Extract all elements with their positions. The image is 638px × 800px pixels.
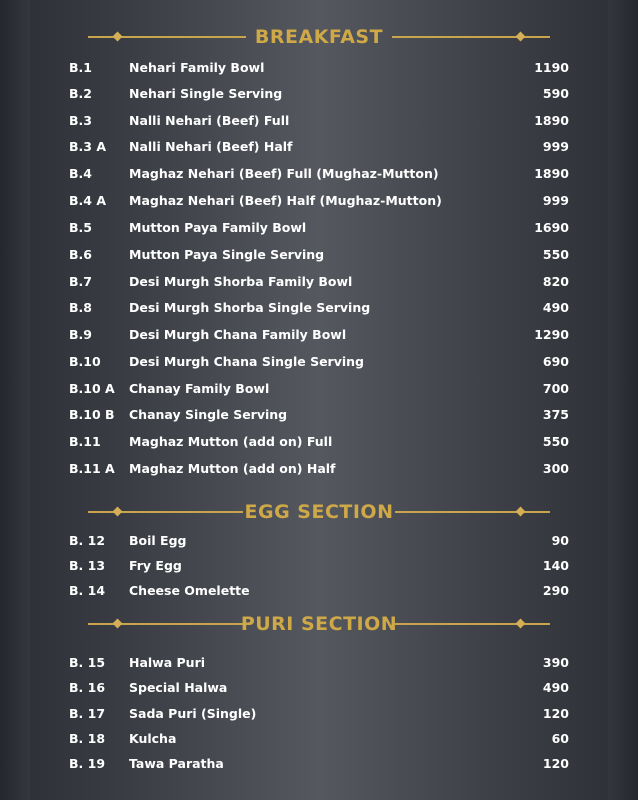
item-code: B.7 [69,274,92,289]
menu-item-row [69,432,569,452]
item-code: B.11 [69,434,101,449]
item-name: Chanay Single Serving [129,407,288,422]
item-price: 550 [542,247,569,262]
item-code: B.9 [69,327,92,342]
item-code: B. 19 [69,756,106,771]
menu-item-row [69,218,569,238]
item-code: B.5 [69,220,92,235]
item-code: B. 17 [69,706,106,721]
item-price: 300 [542,461,569,476]
menu-item-row [69,754,569,774]
item-name: Nehari Family Bowl [129,60,265,75]
menu-item-row [69,678,569,698]
menu-item-row [69,272,569,292]
menu-item-row [69,581,569,601]
item-code: B. 18 [69,731,106,746]
item-price: 1190 [534,60,569,75]
item-price: 999 [542,193,569,208]
menu-item-row [69,531,569,551]
item-code: B.11 A [69,461,115,476]
item-name: Sada Puri (Single) [129,706,257,721]
menu-item-row [69,653,569,673]
menu-item-row [69,729,569,749]
section-header-egg [88,499,550,525]
right-edge-strip [608,0,638,800]
menu-item-row [69,84,569,104]
menu-item-row [69,405,569,425]
item-price: 375 [542,407,569,422]
item-name: Boil Egg [129,533,187,548]
item-code: B. 15 [69,655,106,670]
item-code: B.3 A [69,139,106,154]
item-code: B.10 A [69,381,115,396]
item-code: B.6 [69,247,92,262]
item-price: 590 [542,86,569,101]
item-code: B. 14 [69,583,106,598]
section-title: EGG SECTION [244,501,394,523]
item-name: Nalli Nehari (Beef) Half [129,139,293,154]
item-name: Chanay Family Bowl [129,381,270,396]
item-name: Special Halwa [129,680,228,695]
item-price: 1890 [534,166,569,181]
item-price: 820 [542,274,569,289]
item-price: 1890 [534,113,569,128]
menu-item-row [69,704,569,724]
item-code: B. 12 [69,533,106,548]
item-price: 60 [551,731,569,746]
item-price: 120 [542,756,569,771]
item-code: B.8 [69,300,92,315]
menu-item-row [69,298,569,318]
item-price: 90 [551,533,569,548]
item-name: Cheese Omelette [129,583,250,598]
menu-item-row [69,58,569,78]
item-name: Desi Murgh Shorba Single Serving [129,300,371,315]
item-code: B.3 [69,113,92,128]
item-price: 140 [542,558,569,573]
menu-item-row [69,325,569,345]
item-price: 290 [542,583,569,598]
item-name: Mutton Paya Family Bowl [129,220,307,235]
item-code: B.10 [69,354,101,369]
menu-item-row [69,379,569,399]
item-price: 390 [542,655,569,670]
item-name: Kulcha [129,731,177,746]
item-code: B.10 B [69,407,115,422]
item-price: 120 [542,706,569,721]
item-name: Desi Murgh Chana Single Serving [129,354,364,369]
item-name: Maghaz Mutton (add on) Full [129,434,333,449]
item-name: Mutton Paya Single Serving [129,247,325,262]
item-code: B.4 A [69,193,106,208]
item-name: Maghaz Nehari (Beef) Half (Mughaz-Mutton) [129,193,442,208]
item-price: 1690 [534,220,569,235]
item-name: Nalli Nehari (Beef) Full [129,113,290,128]
menu-item-row [69,191,569,211]
item-code: B.4 [69,166,92,181]
menu-item-row [69,245,569,265]
section-title: PURI SECTION [240,613,398,635]
menu-item-row [69,164,569,184]
item-code: B. 13 [69,558,106,573]
item-code: B. 16 [69,680,106,695]
item-price: 490 [542,680,569,695]
item-price: 999 [542,139,569,154]
item-price: 490 [542,300,569,315]
item-name: Tawa Paratha [129,756,224,771]
item-code: B.1 [69,60,92,75]
menu-item-row [69,137,569,157]
section-header-puri [88,611,550,637]
section-header-breakfast [88,24,550,50]
item-price: 690 [542,354,569,369]
item-name: Halwa Puri [129,655,206,670]
item-price: 700 [542,381,569,396]
item-name: Maghaz Mutton (add on) Half [129,461,336,476]
menu-item-row [69,556,569,576]
item-name: Fry Egg [129,558,182,573]
left-edge-strip [0,0,30,800]
item-code: B.2 [69,86,92,101]
item-name: Nehari Single Serving [129,86,283,101]
item-price: 550 [542,434,569,449]
item-name: Desi Murgh Shorba Family Bowl [129,274,353,289]
item-name: Desi Murgh Chana Family Bowl [129,327,347,342]
menu-item-row [69,459,569,479]
item-price: 1290 [534,327,569,342]
section-title: BREAKFAST [254,26,384,48]
menu-item-row [69,352,569,372]
item-name: Maghaz Nehari (Beef) Full (Mughaz-Mutton) [129,166,439,181]
menu-item-row [69,111,569,131]
